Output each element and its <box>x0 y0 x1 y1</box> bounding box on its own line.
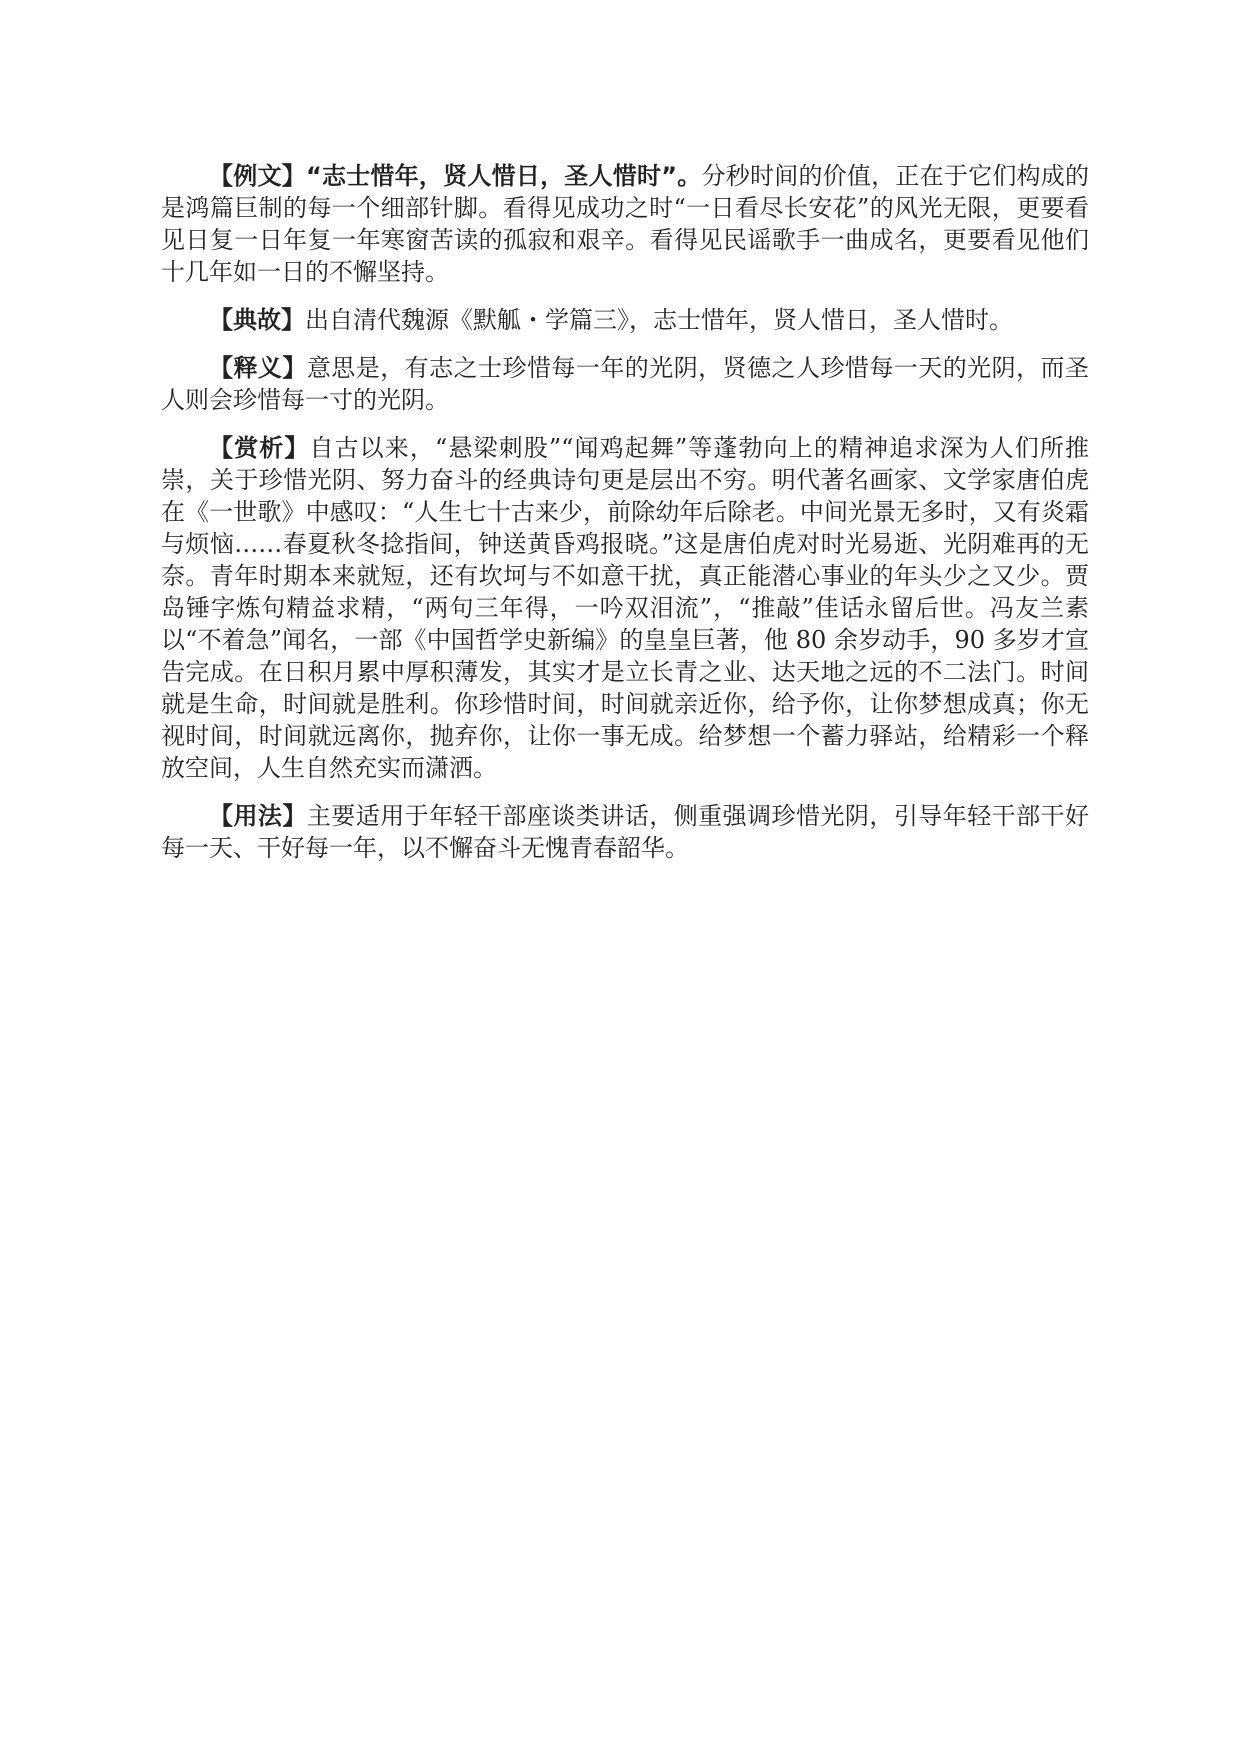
appreciation-label: 【赏析】 <box>209 434 310 462</box>
appreciation-text: 自古以来，“悬梁刺股”“闻鸡起舞”等蓬勃向上的精神追求深为人们所推崇，关于珍惜光阴、努力奋斗的经典诗句更是层出不穷。明代著名画家、文学家唐伯虎在《一世歌》中感叹：“人生七十古来少，前除幼年后除老。中间光景无多时，又有炎霜与烦恼……春夏秋冬捻指间，钟送黄昏鸡报晓。”这是唐伯虎对时光易逝、光阴难再的无奈。青年时期本来就短，还有坎坷与不如意干扰，真正能潜心事业的年头少之又少。贾岛锤字炼句精益求精，“两句三年得，一吟双泪流”，“推敲”佳话永留后世。冯友兰素以“不着急”闻名，一部《中国哲学史新编》的皇皇巨著，他 80 余岁动手，90 多岁才宣告完成。在日积月累中厚积薄发，其实才是立长青之业、达天地之远的不二法门。时间就是生命，时间就是胜利。你珍惜时间，时间就亲近你，给予你，让你梦想成真；你无视时间，时间就远离你，抛弃你，让你一事无成。给梦想一个蓄力驿站，给精彩一个释放空间，人生自然充实而潇洒。 <box>161 434 1090 782</box>
source-label: 【典故】 <box>209 306 305 334</box>
example-quote: “志士惜年，贤人惜日，圣人惜时”。 <box>305 162 702 190</box>
meaning-paragraph <box>161 352 1089 416</box>
example-text: 分秒时间的价值，正在于它们构成的是鸿篇巨制的每一个细部针脚。看得见成功之时“一日看尽长安花”的风光无限，更要看见日复一日年复一年寒窗苦读的孤寂和艰辛。看得见民谣歌手一曲成名，更要看见他们十几年如一日的不懈坚持。 <box>161 162 1090 286</box>
usage-label: 【用法】 <box>209 802 307 830</box>
appreciation-paragraph <box>161 432 1089 784</box>
meaning-text: 意思是，有志之士珍惜每一年的光阴，贤德之人珍惜每一天的光阴，而圣人则会珍惜每一寸的光阴。 <box>161 354 1090 414</box>
example-paragraph <box>161 160 1089 288</box>
usage-paragraph <box>161 800 1089 864</box>
meaning-label: 【释义】 <box>209 354 307 382</box>
source-paragraph <box>161 304 1089 336</box>
usage-text: 主要适用于年轻干部座谈类讲话，侧重强调珍惜光阴，引导年轻干部干好每一天、干好每一年，以不懈奋斗无愧青春韶华。 <box>161 802 1090 862</box>
example-label: 【例文】 <box>209 162 306 190</box>
source-text: 出自清代魏源《默觚・学篇三》，志士惜年，贤人惜日，圣人惜时。 <box>305 306 1013 334</box>
document-page <box>161 160 1089 880</box>
